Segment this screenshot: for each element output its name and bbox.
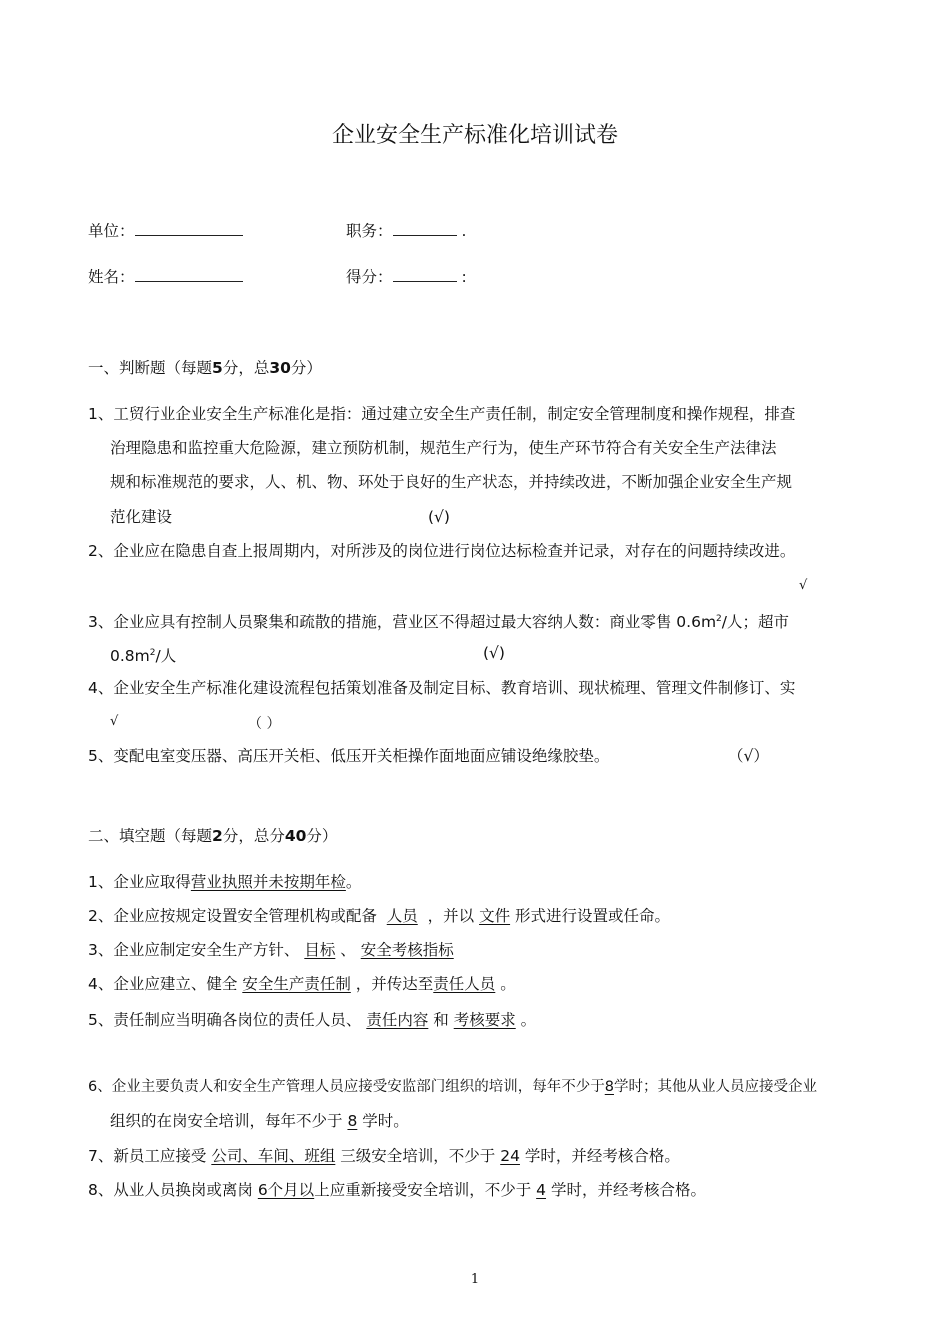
s2-q3-text: 3、企业应制定安全生产方针、	[88, 941, 300, 959]
section1-suffix: 分）	[290, 359, 322, 377]
s1-q1-answer: (√)	[428, 508, 450, 526]
s2-q4-mid: ，并传达至	[355, 975, 434, 993]
section1-prefix: 一、判断题（每题	[88, 359, 213, 377]
s1-q1-line3: 规和标准规范的要求，人、机、物、环处于良好的生产状态，并持续改进，不断加强企业安全生产规	[110, 473, 793, 491]
section2-heading	[88, 826, 337, 846]
s1-q3-line1a: 3、企业应具有控制人员聚集和疏散的措施，营业区不得超过最大容纳人数：商业零售 0.6m	[88, 613, 717, 632]
s2-q8-mid: 上应重新接受安全培训，不少于	[314, 1181, 532, 1199]
unit-field	[88, 221, 243, 241]
score-label: 得分：	[346, 268, 393, 286]
s1-q2-answer: √	[799, 578, 808, 593]
s2-q6-line2b: 学时。	[362, 1112, 409, 1130]
section1-points: 5	[212, 359, 223, 377]
score-field	[346, 267, 467, 287]
s2-q8	[88, 1180, 706, 1200]
s1-q2-text: 2、企业应在隐患自查上报周期内，对所涉及的岗位进行岗位达标检查并记录，对存在的问题持续改进。	[88, 542, 796, 560]
s1-q3-sup2: 2	[149, 648, 156, 658]
s2-q5-end: 。	[520, 1011, 537, 1029]
position-label: 职务：	[346, 222, 393, 240]
score-blank[interactable]	[393, 267, 457, 282]
s1-q4-line1: 4、企业安全生产标准化建设流程包括策划准备及制定目标、教育培训、现状梳理、管理文件制修订、实	[88, 679, 796, 697]
unit-blank[interactable]	[135, 221, 243, 236]
s2-q5	[88, 1010, 536, 1030]
s2-q2-end: 形式进行设置或任命。	[515, 907, 671, 925]
s2-q4-blank2[interactable]: 责任人员	[433, 975, 496, 993]
name-label: 姓名：	[88, 268, 135, 286]
s2-q4-text: 4、企业应建立、健全	[88, 975, 238, 993]
unit-label: 单位：	[88, 222, 135, 240]
s1-q5-text: 5、变配电室变压器、高压开关柜、低压开关柜操作面地面应铺设绝缘胶垫。	[88, 747, 610, 765]
s1-q1-line1: 1、工贸行业企业安全生产标准化是指：通过建立安全生产责任制，制定安全管理制度和操作规程，排查	[88, 405, 796, 423]
s2-q3	[88, 940, 454, 960]
s2-q8-text: 8、从业人员换岗或离岗	[88, 1181, 253, 1199]
s2-q5-blank2[interactable]: 考核要求	[453, 1011, 516, 1029]
s2-q8-blank1[interactable]: 6个月以	[257, 1181, 315, 1199]
position-blank[interactable]	[393, 221, 457, 236]
s1-q1-line4: 范化建设	[110, 508, 173, 526]
s2-q7-end: 学时，并经考核合格。	[524, 1147, 680, 1165]
s2-q1-text: 1、企业应取得	[88, 873, 191, 891]
s1-q3-answer: (√)	[483, 644, 505, 662]
s2-q5-mid: 和	[433, 1011, 449, 1029]
section2-points: 2	[212, 827, 223, 845]
s2-q5-blank1[interactable]: 责任内容	[366, 1011, 429, 1029]
s2-q6-blank2[interactable]: 8	[347, 1112, 358, 1130]
s2-q2-text: 2、企业应按规定设置安全管理机构或配备	[88, 907, 377, 925]
s2-q4-end: 。	[500, 975, 516, 993]
s1-q4-check: √	[110, 714, 119, 729]
s2-q6-line2	[110, 1111, 409, 1131]
name-blank[interactable]	[135, 267, 243, 282]
s2-q8-blank2[interactable]: 4	[536, 1181, 547, 1199]
s2-q6-line1	[88, 1077, 817, 1097]
s2-q3-blank2[interactable]: 安全考核指标	[360, 941, 454, 959]
s2-q3-blank1[interactable]: 目标	[304, 941, 336, 959]
s2-q7-mid: 三级安全培训，不少于	[340, 1147, 496, 1165]
page-number: 1	[470, 1272, 480, 1287]
s2-q6-line2a: 组织的在岗安全培训，每年不少于	[110, 1112, 343, 1130]
s2-q7-text: 7、新员工应接受	[88, 1147, 207, 1165]
s2-q7	[88, 1146, 680, 1166]
section2-suffix: 分）	[306, 827, 338, 845]
s2-q4	[88, 974, 516, 994]
s2-q5-text: 5、责任制应当明确各岗位的责任人员、	[88, 1011, 362, 1029]
s2-q1-end: 。	[345, 873, 362, 891]
position-suffix: .	[461, 222, 467, 240]
s1-q1-line2: 治理隐患和监控重大危险源，建立预防机制，规范生产行为，使生产环节符合有关安全生产法律法	[110, 439, 777, 457]
s1-q3-line1	[88, 609, 789, 632]
s2-q1-blank[interactable]: 营业执照并未按期年检	[190, 873, 346, 891]
s2-q7-blank1[interactable]: 公司、车间、班组	[211, 1147, 336, 1165]
s2-q2-mid: ，并以	[427, 907, 475, 925]
score-suffix: :	[461, 268, 467, 286]
s1-q3-line1b: /人；超市	[721, 613, 790, 632]
section1-total: 30	[269, 359, 291, 377]
s2-q6-blank1[interactable]: 8	[604, 1079, 614, 1095]
s1-q3-line2b: /人	[155, 647, 177, 666]
page-title: 企业安全生产标准化培训试卷	[331, 123, 618, 148]
s2-q2-blank2[interactable]: 文件	[479, 907, 511, 925]
position-field	[346, 221, 466, 241]
s1-q5-answer: （√）	[728, 747, 769, 765]
s2-q3-mid: 、	[340, 941, 356, 959]
s2-q1	[88, 872, 361, 892]
s2-q8-end: 学时，并经考核合格。	[550, 1181, 706, 1199]
s1-q4-marks: （ ）	[248, 716, 281, 732]
s1-q3-sup1: 2	[716, 614, 722, 624]
s2-q4-blank1[interactable]: 安全生产责任制	[242, 975, 351, 993]
s2-q2-blank1[interactable]: 人员	[386, 907, 418, 925]
s2-q2	[88, 906, 670, 926]
s2-q7-blank2[interactable]: 24	[500, 1147, 520, 1165]
s1-q3-line2	[110, 643, 176, 666]
section1-mid: 分，总	[222, 359, 270, 377]
name-field	[88, 267, 243, 287]
s2-q6-text: 6、企业主要负责人和安全生产管理人员应接受安监部门组织的培训，每年不少于	[88, 1079, 605, 1095]
section2-total: 40	[284, 827, 307, 845]
s1-q3-line2a: 0.8m	[110, 647, 150, 666]
s2-q6-rest: 学时；其他从业人员应接受企业	[613, 1079, 817, 1095]
section2-mid: 分，总分	[222, 827, 285, 845]
section1-heading	[88, 358, 322, 378]
section2-prefix: 二、填空题（每题	[88, 827, 213, 845]
